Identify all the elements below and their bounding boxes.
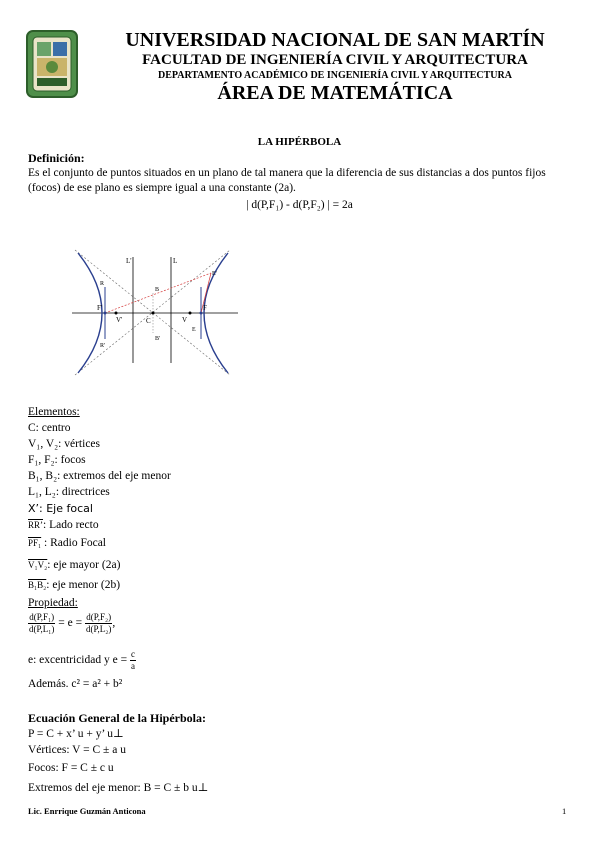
equation-heading: Ecuación General de la Hipérbola: [28,711,206,725]
hyperbola-diagram [70,245,240,380]
label-r: R [100,281,105,287]
element-item: L₁, L₂: directrices [28,486,110,498]
page-title: LA HIPÉRBOLA [257,136,342,148]
eccentricity-line: e: excentricidad y e = $\frac{c}{a}$ [28,649,135,671]
equation-line: P = C + x’ u + y’ u⊥ [28,728,124,740]
equation-line: Focos: F = C ± c u [28,762,114,774]
definition-heading: Definición: [28,151,85,165]
label-vertex-right: V [182,316,188,324]
label-focus-left: F' [97,304,103,312]
label-directrix-right: L [173,257,178,265]
university-seal-logo [26,30,78,98]
pythagorean-relation: Además. c² = a² + b² [28,678,123,690]
latus-rectum-item: RR’: Lado recto [28,519,99,531]
equation-line: Vértices: V = C ± a u [28,744,126,756]
element-item: V₁, V₂: vértices [28,438,100,450]
label-e: E [192,327,196,333]
university-name: UNIVERSIDAD NACIONAL DE SAN MARTÍN [125,29,545,51]
footer-author: Lic. Enrrique Guzmán Anticona [28,806,146,816]
minor-axis-item: B₁B₂: eje menor (2b) [28,579,121,591]
label-directrix-left: L' [126,257,132,265]
element-item: B₁, B₂: extremos del eje menor [28,470,171,482]
label-minor-end-bottom: B' [155,336,161,342]
element-item: F₁, F₂: focos [28,454,86,466]
definition-formula: | d(P,F₁) - d(P,F₂) | = 2a [246,199,353,211]
label-minor-end-top: B [155,287,160,293]
label-vertex-left: V' [116,316,123,324]
department-name: DEPARTAMENTO ACADÉMICO DE INGENIERÍA CIVIL Y ARQUITECTURA [158,70,512,81]
property-formula: $\frac{\text{d(P,F₁)}}{\text{d(P,L₁)}}$ = e = $\frac{\text{d(P,F₂)}}{\text{d(P,L₂)}}$ , [29,612,116,634]
major-axis-item: V₁V₂: eje mayor (2a) [28,559,121,571]
elements-heading: Elementos: [28,406,80,418]
label-center: C [146,317,151,325]
label-focus-right: F [203,304,207,312]
focal-axis-item: X’: Eje focal [28,502,93,515]
definition-text: Es el conjunto de puntos situados en un plano de tal manera que la diferencia de sus distancias a dos puntos fijos (focos) de ese plano es siempre igual a una constante (2a). [28,167,546,194]
element-item: C: centro [28,422,71,434]
label-r-prime: R' [100,343,106,349]
equation-line: Extremos del eje menor: B = C ± b u⊥ [28,782,209,794]
focal-radius-1 [105,273,211,313]
focal-radius-item: PF₁ : Radio Focal [28,537,106,549]
property-heading: Propiedad: [28,597,78,609]
page-number: 1 [562,806,567,816]
faculty-name: FACULTAD DE INGENIERÍA CIVIL Y ARQUITECTURA [142,52,528,68]
label-e-prime: E' [212,271,217,277]
area-name: ÁREA DE MATEMÁTICA [217,82,453,104]
